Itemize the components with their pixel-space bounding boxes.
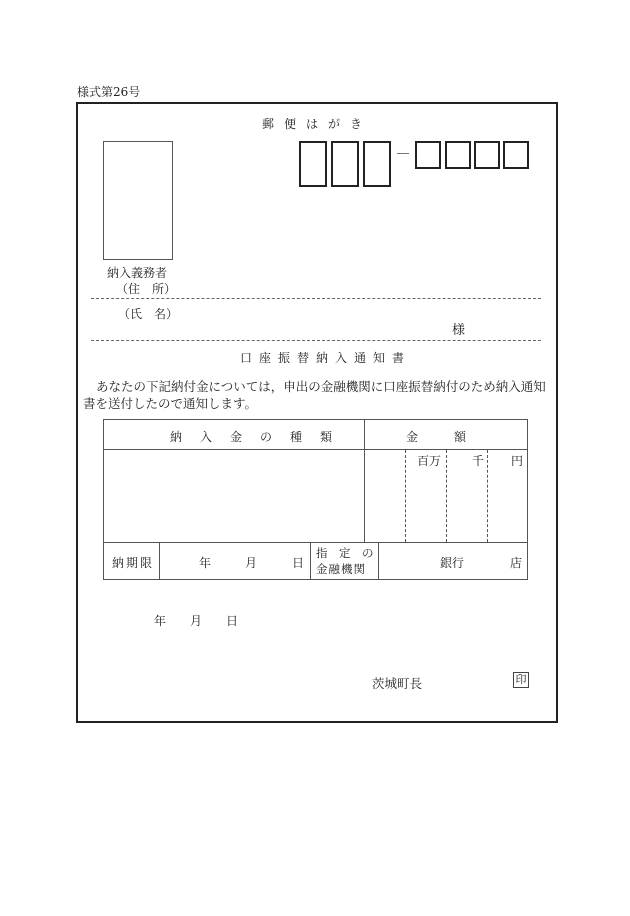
amount-divider bbox=[405, 450, 406, 542]
issue-year: 年 bbox=[154, 614, 167, 628]
table-divider bbox=[159, 542, 160, 580]
issuer-name: 茨城町長 bbox=[372, 676, 423, 691]
table-divider bbox=[378, 542, 379, 580]
due-date-label: 納期限 bbox=[112, 556, 155, 570]
form-number: 様式第26号 bbox=[77, 85, 141, 99]
name-label: （氏 名） bbox=[118, 307, 179, 321]
payment-table bbox=[103, 419, 528, 580]
address-line bbox=[91, 298, 541, 299]
issue-month: 月 bbox=[190, 614, 203, 628]
name-line bbox=[91, 340, 541, 341]
postal-digit-box[interactable] bbox=[415, 141, 441, 169]
branch-suffix: 店 bbox=[510, 556, 523, 570]
seal-icon: 印 bbox=[513, 672, 529, 688]
table-divider bbox=[310, 542, 311, 580]
postal-digit-box[interactable] bbox=[474, 141, 500, 169]
due-month: 月 bbox=[245, 556, 258, 570]
unit-million: 百万 bbox=[417, 454, 442, 468]
postal-digit-box[interactable] bbox=[331, 141, 359, 187]
postal-digit-box[interactable] bbox=[363, 141, 391, 187]
postal-digit-box[interactable] bbox=[299, 141, 327, 187]
amount-divider bbox=[446, 450, 447, 542]
document-body: あなたの下記納付金については，申出の金融機関に口座振替納付のため納入通知書を送付したので通知します。 bbox=[83, 379, 546, 411]
bank-label-line1: 指 定 の bbox=[316, 546, 374, 560]
table-divider bbox=[104, 542, 527, 543]
postal-digit-box[interactable] bbox=[445, 141, 471, 169]
unit-thousand: 千 bbox=[472, 454, 485, 468]
header-amount: 金 額 bbox=[406, 430, 467, 444]
recipient-role-label: 納入義務者 bbox=[107, 266, 168, 280]
unit-yen: 円 bbox=[511, 454, 524, 468]
bank-suffix: 銀行 bbox=[440, 556, 465, 570]
issue-day: 日 bbox=[226, 614, 239, 628]
table-divider bbox=[104, 449, 527, 450]
postal-digit-box[interactable] bbox=[503, 141, 529, 169]
document-title: 口座振替納入通知書 bbox=[240, 351, 412, 365]
amount-divider bbox=[487, 450, 488, 542]
table-divider bbox=[364, 420, 365, 542]
stamp-area bbox=[103, 141, 173, 260]
due-day: 日 bbox=[292, 556, 305, 570]
bank-label-line2: 金融機関 bbox=[316, 562, 366, 576]
postcard-title: 郵便はがき bbox=[262, 117, 373, 131]
postal-separator bbox=[397, 153, 409, 154]
due-year: 年 bbox=[199, 556, 212, 570]
honorific: 様 bbox=[452, 323, 466, 338]
address-label: （住 所） bbox=[116, 282, 177, 296]
header-payment-type: 納 入 金 の 種 類 bbox=[170, 430, 336, 444]
